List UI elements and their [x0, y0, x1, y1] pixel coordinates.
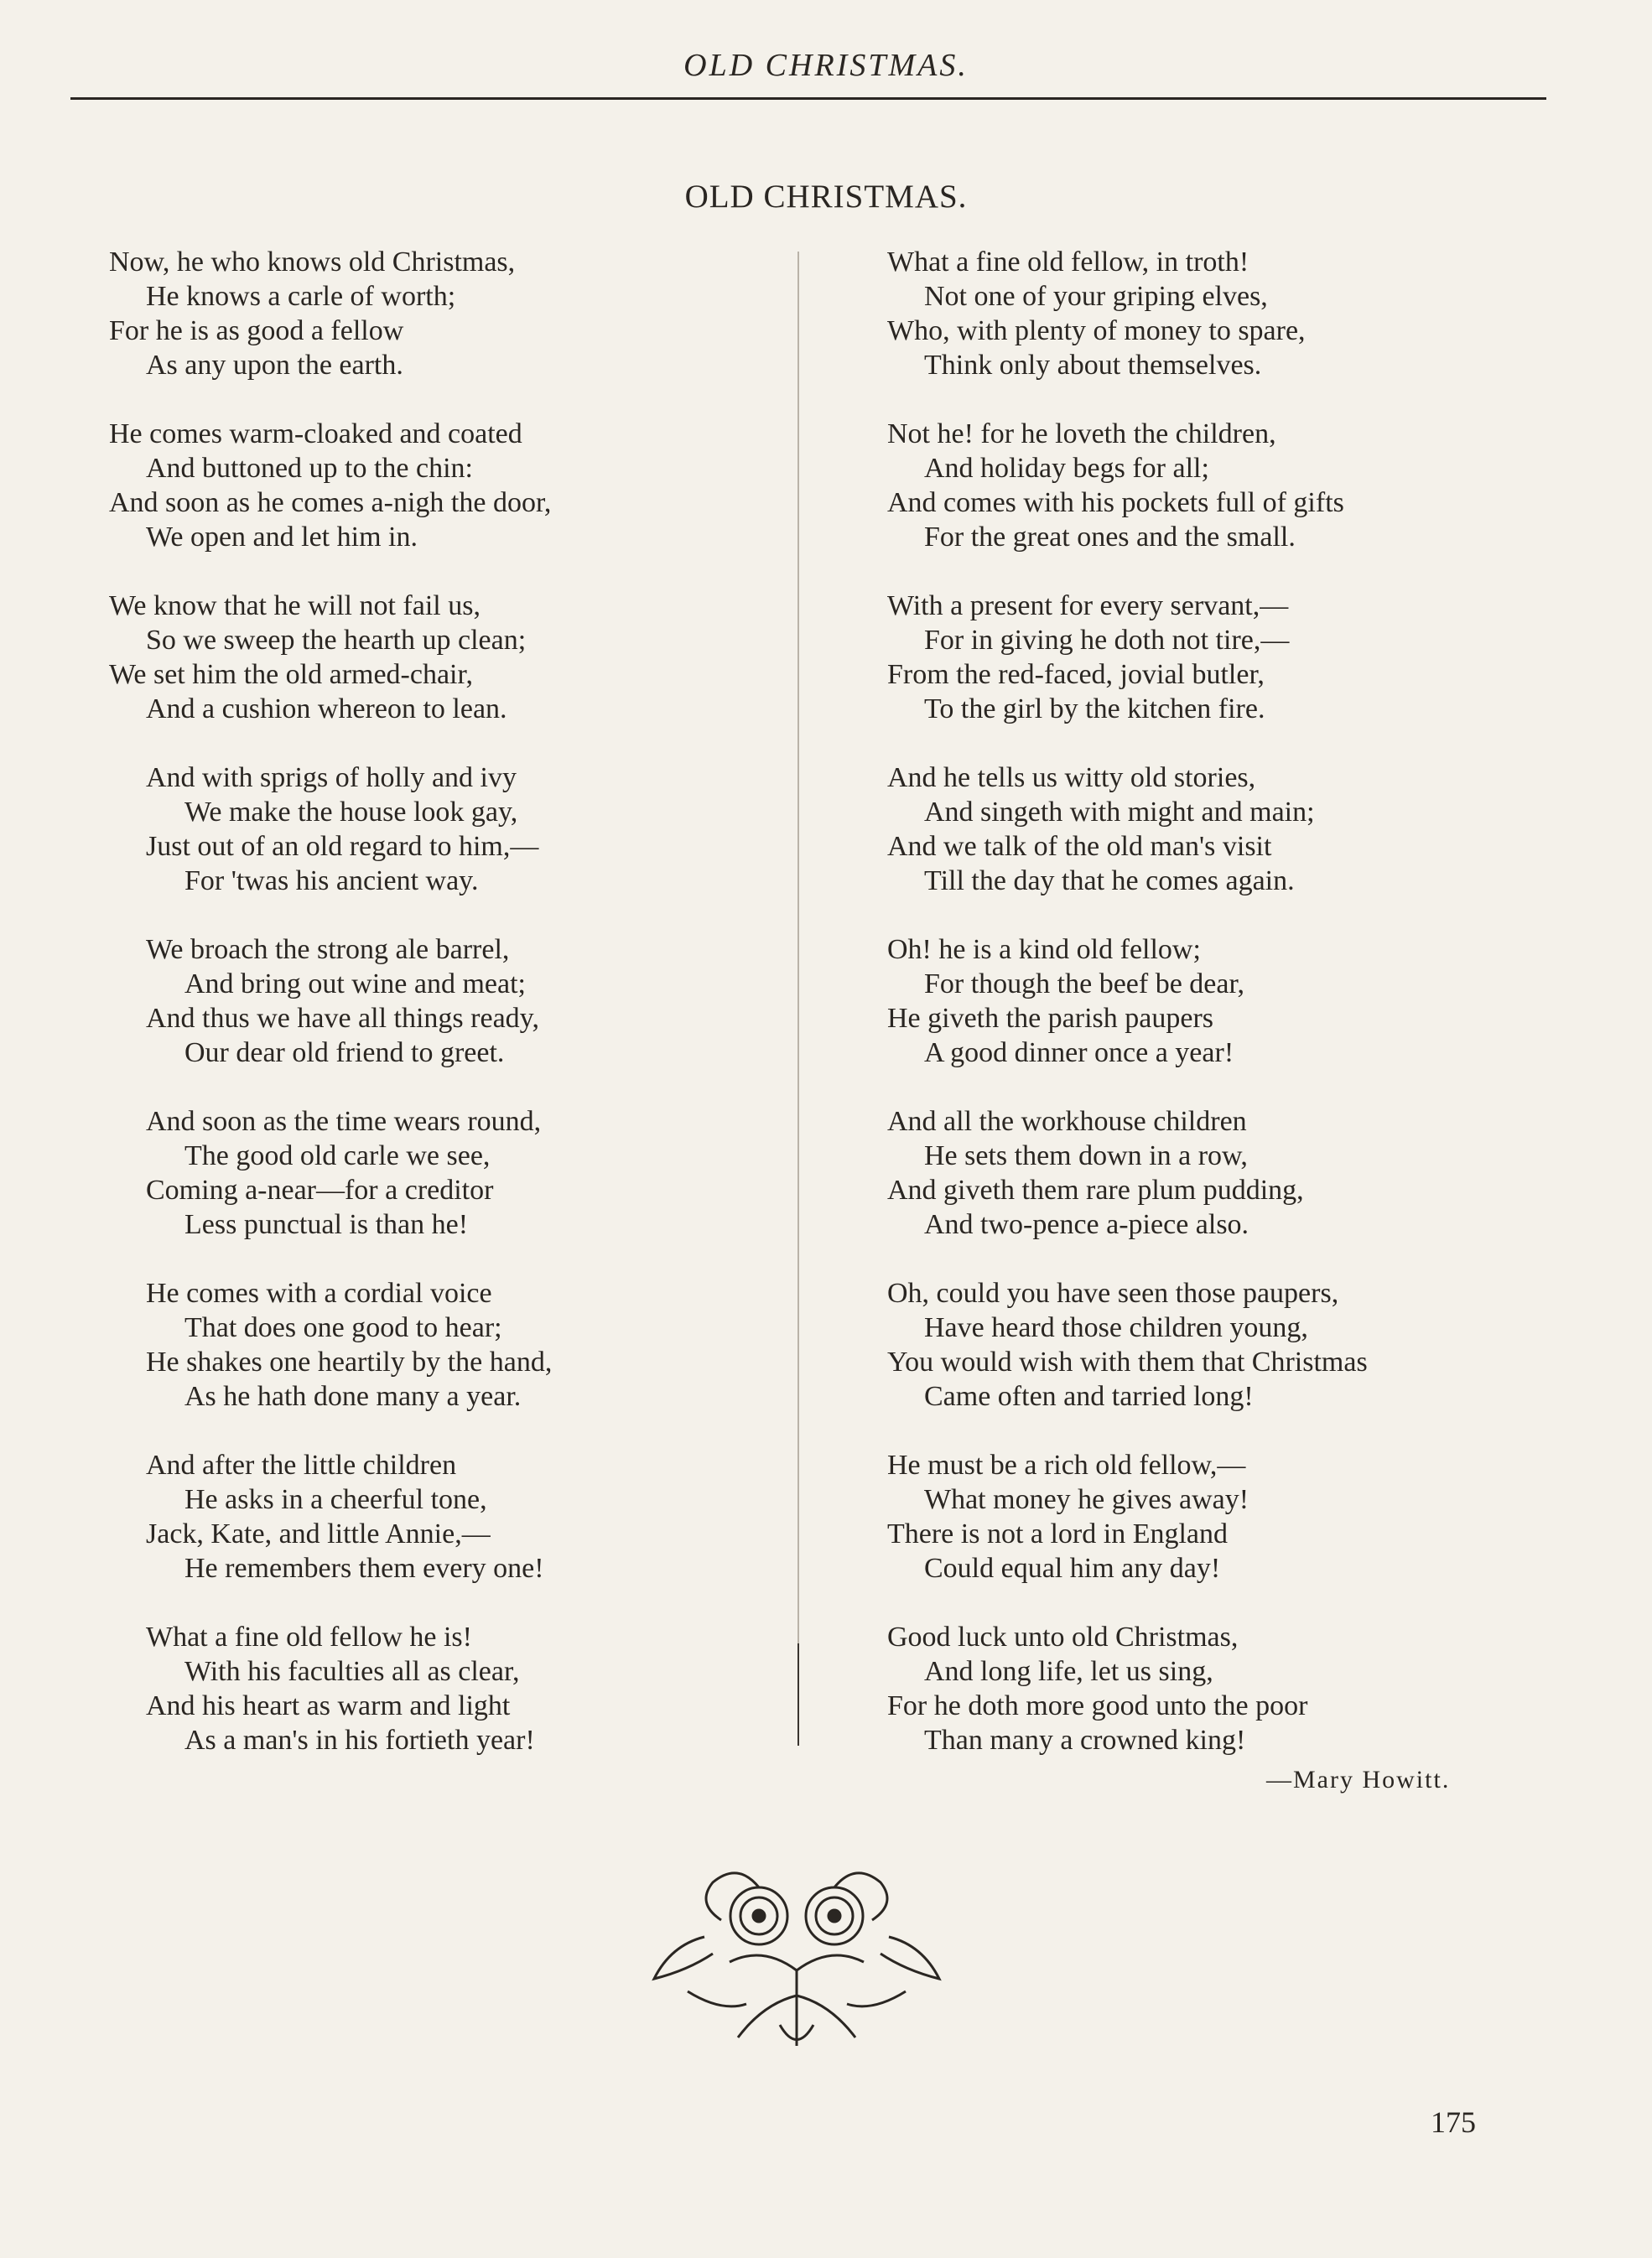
poem-line: And singeth with might and main; — [924, 797, 1315, 828]
poem-line: And comes with his pockets full of gifts — [887, 487, 1344, 518]
author-signature: —Mary Howitt. — [1266, 1766, 1451, 1793]
stanza — [887, 1448, 1575, 1586]
poem-line: And his heart as warm and light — [146, 1690, 511, 1721]
poem-line: For 'twas his ancient way. — [184, 865, 479, 896]
poem-line: So we sweep the hearth up clean; — [146, 625, 527, 656]
running-head: OLD CHRISTMAS. — [683, 48, 969, 83]
poem-line: Oh! he is a kind old fellow; — [887, 934, 1201, 965]
stanza — [109, 417, 805, 554]
poem-line: And two-pence a-piece also. — [924, 1209, 1249, 1240]
header-rule — [70, 97, 1546, 100]
left-column — [109, 245, 805, 1792]
poem-line: And soon as the time wears round, — [146, 1106, 542, 1137]
poem-line: We set him the old armed-chair, — [109, 659, 473, 690]
stanza — [109, 932, 805, 1070]
poem-line: For though the beef be dear, — [924, 968, 1244, 999]
stanza — [887, 589, 1575, 726]
poem-line: Jack, Kate, and little Annie,— — [146, 1518, 491, 1549]
poem-line: We open and let him in. — [146, 522, 418, 553]
poem-line: And a cushion whereon to lean. — [146, 693, 507, 724]
poem-line: Good luck unto old Christmas, — [887, 1622, 1239, 1653]
poem-line: We broach the strong ale barrel, — [146, 934, 510, 965]
poem-line: Could equal him any day! — [924, 1553, 1221, 1584]
poem-line: We know that he will not fail us, — [109, 590, 481, 621]
poem-line: Coming a-near—for a creditor — [146, 1175, 494, 1206]
poem-line: And after the little children — [146, 1450, 457, 1481]
poem-line: For he doth more good unto the poor — [887, 1690, 1308, 1721]
poem-line: For the great ones and the small. — [924, 522, 1296, 553]
poem-line: Less punctual is than he! — [184, 1209, 469, 1240]
poem-line: And with sprigs of holly and ivy — [146, 762, 517, 793]
floral-ornament-icon — [637, 1845, 956, 2063]
poem-line: Oh, could you have seen those paupers, — [887, 1278, 1339, 1309]
column-divider — [797, 252, 799, 1740]
stanza — [887, 932, 1575, 1070]
stanza — [887, 1276, 1575, 1414]
poem-line: Our dear old friend to greet. — [184, 1037, 505, 1068]
poem-line: Now, he who knows old Christmas, — [109, 247, 516, 278]
stanza — [109, 1104, 805, 1242]
poem-line: That does one good to hear; — [184, 1312, 502, 1343]
poem-line: He knows a carle of worth; — [146, 281, 456, 312]
poem-line: With a present for every servant,— — [887, 590, 1289, 621]
poem-line: And bring out wine and meat; — [184, 968, 526, 999]
poem-line: Just out of an old regard to him,— — [146, 831, 539, 862]
poem-line: Who, with plenty of money to spare, — [887, 315, 1306, 346]
poem-line: Not one of your griping elves, — [924, 281, 1268, 312]
poem-line: He must be a rich old fellow,— — [887, 1450, 1246, 1481]
poem-line: What a fine old fellow, in troth! — [887, 247, 1249, 278]
poem-line: He comes with a cordial voice — [146, 1278, 492, 1309]
poem-line: As any upon the earth. — [146, 350, 403, 381]
page-number: 175 — [1431, 2105, 1476, 2139]
stanza — [109, 245, 805, 382]
stanza — [109, 1620, 805, 1757]
poem-line: Think only about themselves. — [924, 350, 1262, 381]
poem-line: He asks in a cheerful tone, — [184, 1484, 487, 1515]
stanza — [887, 245, 1575, 382]
poem-line: Not he! for he loveth the children, — [887, 418, 1276, 449]
poem-line: And we talk of the old man's visit — [887, 831, 1272, 862]
poem-line: To the girl by the kitchen fire. — [924, 693, 1265, 724]
poem-line: As he hath done many a year. — [184, 1381, 522, 1412]
poem-line: As a man's in his fortieth year! — [184, 1725, 535, 1756]
poem-line: A good dinner once a year! — [924, 1037, 1234, 1068]
poem-line: Till the day that he comes again. — [924, 865, 1295, 896]
poem-line: He remembers them every one! — [184, 1553, 544, 1584]
poem-title: OLD CHRISTMAS. — [684, 179, 968, 215]
stanza — [887, 760, 1575, 898]
poem-line: Than many a crowned king! — [924, 1725, 1246, 1756]
poem-line: And buttoned up to the chin: — [146, 453, 474, 484]
stanza — [109, 760, 805, 898]
poem-line: Came often and tarried long! — [924, 1381, 1254, 1412]
poem-line: And thus we have all things ready, — [146, 1003, 539, 1034]
poem-line: We make the house look gay, — [184, 797, 518, 828]
right-column — [887, 245, 1575, 1792]
stanza — [887, 1104, 1575, 1242]
poem-line: What money he gives away! — [924, 1484, 1249, 1515]
poem-line: You would wish with them that Christmas — [887, 1347, 1368, 1378]
poem-line: There is not a lord in England — [887, 1518, 1229, 1549]
poem-line: With his faculties all as clear, — [184, 1656, 520, 1687]
poem-line: For he is as good a fellow — [109, 315, 404, 346]
poem-line: He giveth the parish paupers — [887, 1003, 1213, 1034]
poem-line: From the red-faced, jovial butler, — [887, 659, 1265, 690]
poem-line: He sets them down in a row, — [924, 1140, 1248, 1171]
column-divider-accent — [797, 1643, 799, 1746]
poem-line: And he tells us witty old stories, — [887, 762, 1256, 793]
stanza — [109, 1276, 805, 1414]
poem-line: And giveth them rare plum pudding, — [887, 1175, 1304, 1206]
stanza — [887, 1620, 1575, 1757]
stanza — [887, 417, 1575, 554]
poem-line: He comes warm-cloaked and coated — [109, 418, 522, 449]
poem-line: For in giving he doth not tire,— — [924, 625, 1290, 656]
poem-line: And holiday begs for all; — [924, 453, 1209, 484]
poem-line: What a fine old fellow he is! — [146, 1622, 472, 1653]
poem-line: And long life, let us sing, — [924, 1656, 1213, 1687]
poem-line: The good old carle we see, — [184, 1140, 491, 1171]
stanza — [109, 1448, 805, 1586]
poem-line: He shakes one heartily by the hand, — [146, 1347, 553, 1378]
poem-line: And soon as he comes a-nigh the door, — [109, 487, 552, 518]
stanza — [109, 589, 805, 726]
poem-line: Have heard those children young, — [924, 1312, 1308, 1343]
poem-line: And all the workhouse children — [887, 1106, 1247, 1137]
